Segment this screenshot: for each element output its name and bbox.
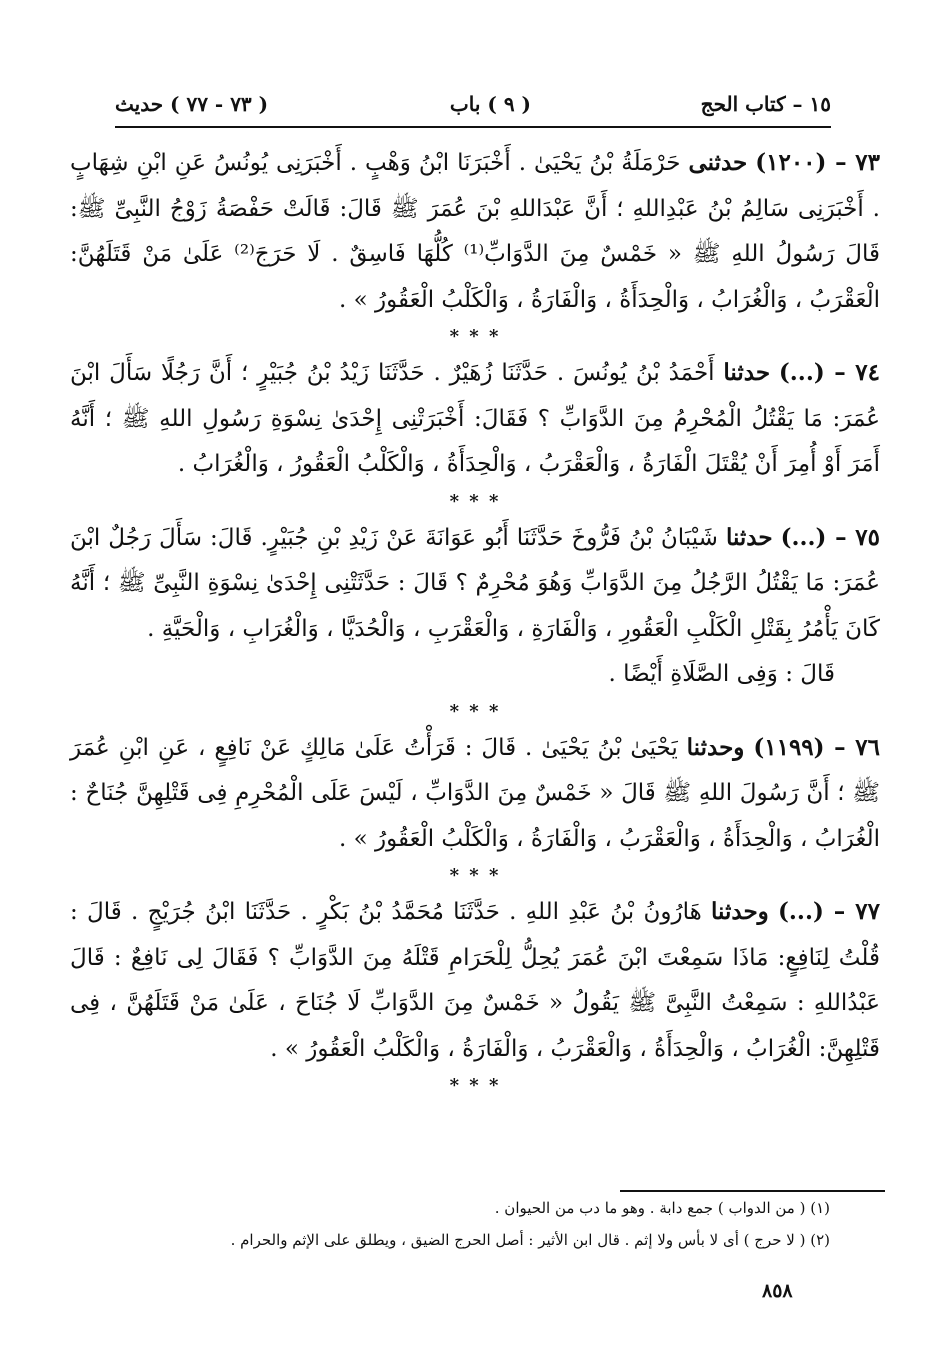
hadith-number: ٧٦ – (١١٩٩) (753, 733, 880, 761)
footnote-1: (١) ( من الدواب ) جمع دابة . وهو ما دب من الحيوان . (494, 1199, 830, 1217)
hadith-73 (70, 140, 880, 323)
hadith-77 (70, 889, 880, 1072)
hadith-number: ٧٧ – (...) (778, 898, 880, 925)
bab-number: ( ٩ ) باب (449, 92, 531, 116)
hadith-number: ٧٥ – (...) (780, 523, 880, 551)
hadith-number: ٧٤ – (...) (778, 359, 881, 386)
running-header (115, 88, 831, 124)
hadith-number: ٧٣ – (١٢٠٠) (755, 149, 880, 176)
hadith-text: هَارُونُ بْنُ عَبْدِ اللهِ . حَدَّثَنَا مُحَمَّدُ بْنُ بَكْرٍ . حَدَّثَنَا ابْنُ جُرَيْجٍ . قَالَ : قُلْتُ لِنَافِعٍ: مَاذَا سَمِعْتَ ابْنَ عُمَرَ يُحِلُّ لِلْحَرَامِ قَتْلَهُ مِنَ الدَّوَابِّ ؟ فَقَالَ لِى نَافِعٌ : قَالَ عَبْدُاللهِ : سَمِعْتُ النَّبِىَّ ﷺ يَقُولُ « خَمْسٌ مِنَ الدَّوَابِّ لَا جُنَاحَ ، عَلَىٰ مَنْ قَتَلَهُنَّ ، فِى قَتْلِهِنَّ: الْغُرَابُ ، وَالْحِدَأَةُ ، وَالْعَقْرَبُ ، وَالْفَارَةُ ، وَالْكَلْبُ الْعَقُورُ » . (70, 899, 880, 1062)
narration-keyword: حدثنى (688, 149, 748, 176)
section-separator: * * * (449, 865, 501, 886)
header-rule (115, 126, 831, 128)
page-number: ٨٥٨ (762, 1280, 793, 1302)
chapter-title: ١٥ – كتاب الحج (700, 92, 831, 116)
hadith-76 (70, 725, 880, 863)
hadith-range: ( ٧٣ - ٧٧ ) حديث (115, 92, 269, 116)
hadith-addendum: قَالَ : وَفِى الصَّلَاةِ أَيْضًا . (608, 661, 835, 687)
footnotes (130, 1192, 830, 1256)
hadith-text: حَرْمَلَةُ بْنُ يَحْيَىٰ . أَخْبَرَنَا ابْنُ وَهْبٍ . أَخْبَرَنِى يُونُسُ عَنِ ابْنِ شِهَابٍ . أَخْبَرَنِى سَالِمُ بْنُ عَبْدِاللهِ ؛ أَنَّ عَبْدَاللهِ بْنَ عُمَرَ ﷺ قَالَ: قَالَتْ حَفْصَةُ زَوْجُ النَّبِىِّ ﷺ: قَالَ رَسُولُ اللهِ ﷺ « خَمْسٌ مِنَ الدَّوَابِّ⁽¹⁾ كُلُّهَا فَاسِقٌ . لَا حَرَجَ⁽²⁾ عَلَىٰ مَنْ قَتَلَهُنَّ: الْعَقْرَبُ ، وَالْغُرَابُ ، وَالْحِدَأَةُ ، وَالْفَارَةُ ، وَالْكَلْبُ الْعَقُورُ » . (70, 150, 881, 313)
hadith-text: شَيْبَانُ بْنُ فَرُّوخَ حَدَّثَنَا أَبُو عَوَانَةَ عَنْ زَيْدِ بْنِ جُبَيْرٍ. قَالَ: سَأَلَ رَجُلٌ ابْنَ عُمَرَ: مَا يَقْتُلُ الرَّجُلُ مِنَ الدَّوَابِّ وَهُوَ مُحْرِمٌ ؟ قَالَ : حَدَّثَتْنِى إِحْدَىٰ نِسْوَةِ النَّبِىِّ ﷺ ؛ أَنَّهُ كَانَ يَأْمُرُ بِقَتْلِ الْكَلْبِ الْعَقُورِ ، وَالْفَارَةِ ، وَالْعَقْرَبِ ، وَالْحُدَيَّا ، وَالْغُرَابِ ، وَالْحَيَّةِ . (70, 524, 880, 642)
hadith-75 (70, 515, 880, 698)
narration-keyword: وحدثنا (686, 733, 745, 761)
hadith-text: يَحْيَىٰ بْنُ يَحْيَىٰ . قَالَ : قَرَأْتُ عَلَىٰ مَالِكٍ عَنْ نَافِعٍ ، عَنِ ابْنِ عُمَرَ ﷺ ؛ أَنَّ رَسُولَ اللهِ ﷺ قَالَ « خَمْسٌ مِنَ الدَّوَابِّ ، لَيْسَ عَلَى الْمُحْرِمِ فِى قَتْلِهِنَّ جُنَاحٌ : الْغُرَابُ ، وَالْحِدَأَةُ ، وَالْعَقْرَبُ ، وَالْفَارَةُ ، وَالْكَلْبُ الْعَقُورُ » . (70, 734, 880, 852)
section-separator: * * * (449, 490, 501, 512)
section-separator: * * * (449, 700, 501, 722)
narration-keyword: حدثنا (723, 359, 771, 386)
hadith-74 (70, 350, 880, 488)
footnote-2: (٢) ( لا حرج ) أى لا بأس ولا إثم . قال ابن الأثير : أصل الحرج الضيق ، ويطلق على الإثم والحرام . (230, 1231, 830, 1249)
hadith-body (70, 140, 880, 1099)
section-separator: * * * (449, 1075, 501, 1096)
narration-keyword: وحدثنا (711, 898, 769, 925)
hadith-text: أَحْمَدُ بْنُ يُونُسَ . حَدَّثَنَا زُهَيْرٌ . حَدَّثَنَا زَيْدُ بْنُ جُبَيْرٍ ؛ أَنَّ رَجُلًا سَأَلَ ابْنَ عُمَرَ: مَا يَقْتُلُ الْمُحْرِمُ مِنَ الدَّوَابِّ ؟ فَقَالَ: أَخْبَرَتْنِى إِحْدَىٰ نِسْوَةِ رَسُولِ اللهِ ﷺ ؛ أَنَّهُ أَمَرَ أَوْ أُمِرَ أَنْ يُقْتَلَ الْفَارَةُ ، وَالْعَقْرَبُ ، وَالْحِدَأَةُ ، وَالْكَلْبُ الْعَقُورُ ، وَالْغُرَابُ . (70, 360, 880, 477)
section-separator: * * * (449, 326, 501, 347)
narration-keyword: حدثنا (725, 523, 773, 551)
